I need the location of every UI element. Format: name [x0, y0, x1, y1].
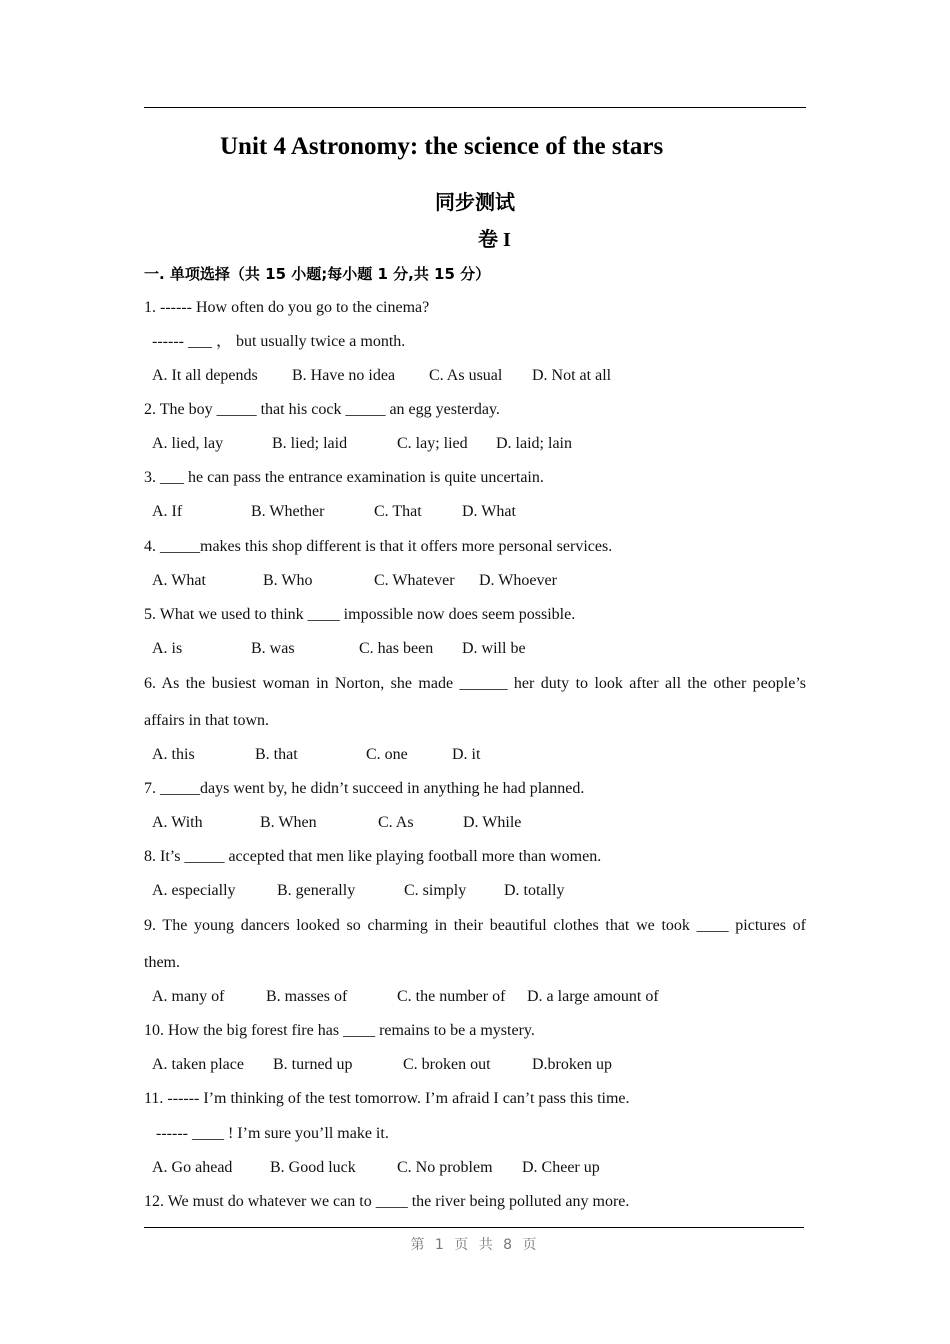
question-1-response: ------ ___ ， but usually twice a month.: [152, 333, 406, 350]
document-title: Unit 4 Astronomy: the science of the stars: [220, 133, 664, 160]
question-7-stem: 7. _____days went by, he didn’t succeed in anything he had planned.: [144, 780, 585, 797]
option-c: C. Whatever: [374, 572, 455, 589]
option-c: C. broken out: [403, 1056, 491, 1073]
question-6-stem-continued: affairs in that town.: [144, 712, 270, 729]
question-11-response: ------ ____ ! I’m sure you’ll make it.: [156, 1125, 389, 1142]
option-d: D. it: [452, 746, 481, 763]
option-a: A. What: [152, 572, 206, 589]
option-a: A. is: [152, 640, 183, 657]
option-d: D. While: [463, 814, 522, 831]
option-d: D. totally: [504, 882, 565, 899]
question-6-options: [152, 745, 772, 765]
option-b: B. Whether: [251, 503, 325, 520]
question-11-options: [152, 1158, 772, 1178]
question-9-options: [152, 987, 772, 1007]
question-4-stem: 4. _____makes this shop different is that it offers more personal services.: [144, 538, 613, 555]
option-a: A. With: [152, 814, 203, 831]
option-a: A. many of: [152, 988, 225, 1005]
option-b: B. turned up: [273, 1056, 353, 1073]
document-subtitle: 同步测试: [435, 190, 515, 214]
option-c: C. lay; lied: [397, 435, 468, 452]
option-c: C. one: [366, 746, 408, 763]
option-a: A. taken place: [152, 1056, 244, 1073]
option-a: A. especially: [152, 882, 236, 899]
option-a: A. If: [152, 503, 183, 520]
option-d: D. a large amount of: [527, 988, 659, 1005]
question-7-options: [152, 813, 772, 833]
option-d: D. will be: [462, 640, 526, 657]
option-c: C. That: [374, 503, 422, 520]
option-b: B. was: [251, 640, 295, 657]
option-c: C. simply: [404, 882, 467, 899]
option-d: D. Whoever: [479, 572, 557, 589]
question-4-options: [152, 571, 772, 591]
volume-prefix: 卷: [478, 227, 498, 251]
option-c: C. has been: [359, 640, 434, 657]
option-b: B. lied; laid: [272, 435, 348, 452]
question-3-options: [152, 502, 772, 522]
page-footer: 第 1 页 共 8 页: [410, 1237, 540, 1253]
option-b: B. Good luck: [270, 1159, 356, 1176]
option-a: A. Go ahead: [152, 1159, 233, 1176]
option-c: C. No problem: [397, 1159, 493, 1176]
option-d: D. Not at all: [532, 367, 612, 384]
option-c: C. As usual: [429, 367, 503, 384]
option-b: B. Have no idea: [292, 367, 396, 384]
question-1-options: [152, 366, 772, 386]
volume-number: I: [503, 229, 511, 251]
question-9-stem-continued: them.: [144, 954, 180, 971]
option-b: B. Who: [263, 572, 313, 589]
question-8-stem: 8. It’s _____ accepted that men like playing football more than women.: [144, 848, 602, 865]
question-3-stem: 3. ___ he can pass the entrance examination is quite uncertain.: [144, 469, 544, 486]
option-b: B. When: [260, 814, 317, 831]
option-a: A. It all depends: [152, 367, 258, 384]
option-c: C. the number of: [397, 988, 506, 1005]
volume-label: [478, 223, 511, 252]
question-1-stem: 1. ------ How often do you go to the cinema?: [144, 299, 430, 316]
question-5-stem: 5. What we used to think ____ impossible now does seem possible.: [144, 606, 576, 623]
option-b: B. masses of: [266, 988, 348, 1005]
footer-rule: [144, 1227, 804, 1228]
header-rule: [144, 107, 806, 108]
question-8-options: [152, 881, 772, 901]
option-d: D.broken up: [532, 1056, 612, 1073]
option-c: C. As: [378, 814, 414, 831]
option-b: B. generally: [277, 882, 356, 899]
option-a: A. this: [152, 746, 195, 763]
question-6-stem: 6. As the busiest woman in Norton, she made ______ her duty to look after all the other people’s: [144, 675, 806, 692]
option-d: D. laid; lain: [496, 435, 572, 452]
question-2-stem: 2. The boy _____ that his cock _____ an egg yesterday.: [144, 401, 500, 418]
question-5-options: [152, 639, 772, 659]
question-10-stem: 10. How the big forest fire has ____ remains to be a mystery.: [144, 1022, 535, 1039]
option-d: D. Cheer up: [522, 1159, 600, 1176]
question-10-options: [152, 1055, 772, 1075]
question-2-options: [152, 434, 772, 454]
option-a: A. lied, lay: [152, 435, 224, 452]
section-heading: 一. 单项选择（共 15 小题;每小题 1 分,共 15 分）: [144, 265, 491, 283]
option-d: D. What: [462, 503, 516, 520]
question-12-stem: 12. We must do whatever we can to ____ the river being polluted any more.: [144, 1193, 630, 1210]
option-b: B. that: [255, 746, 298, 763]
question-11-stem: 11. ------ I’m thinking of the test tomorrow. I’m afraid I can’t pass this time.: [144, 1090, 630, 1107]
question-9-stem: 9. The young dancers looked so charming in their beautiful clothes that we took ____ pictures of: [144, 917, 806, 934]
